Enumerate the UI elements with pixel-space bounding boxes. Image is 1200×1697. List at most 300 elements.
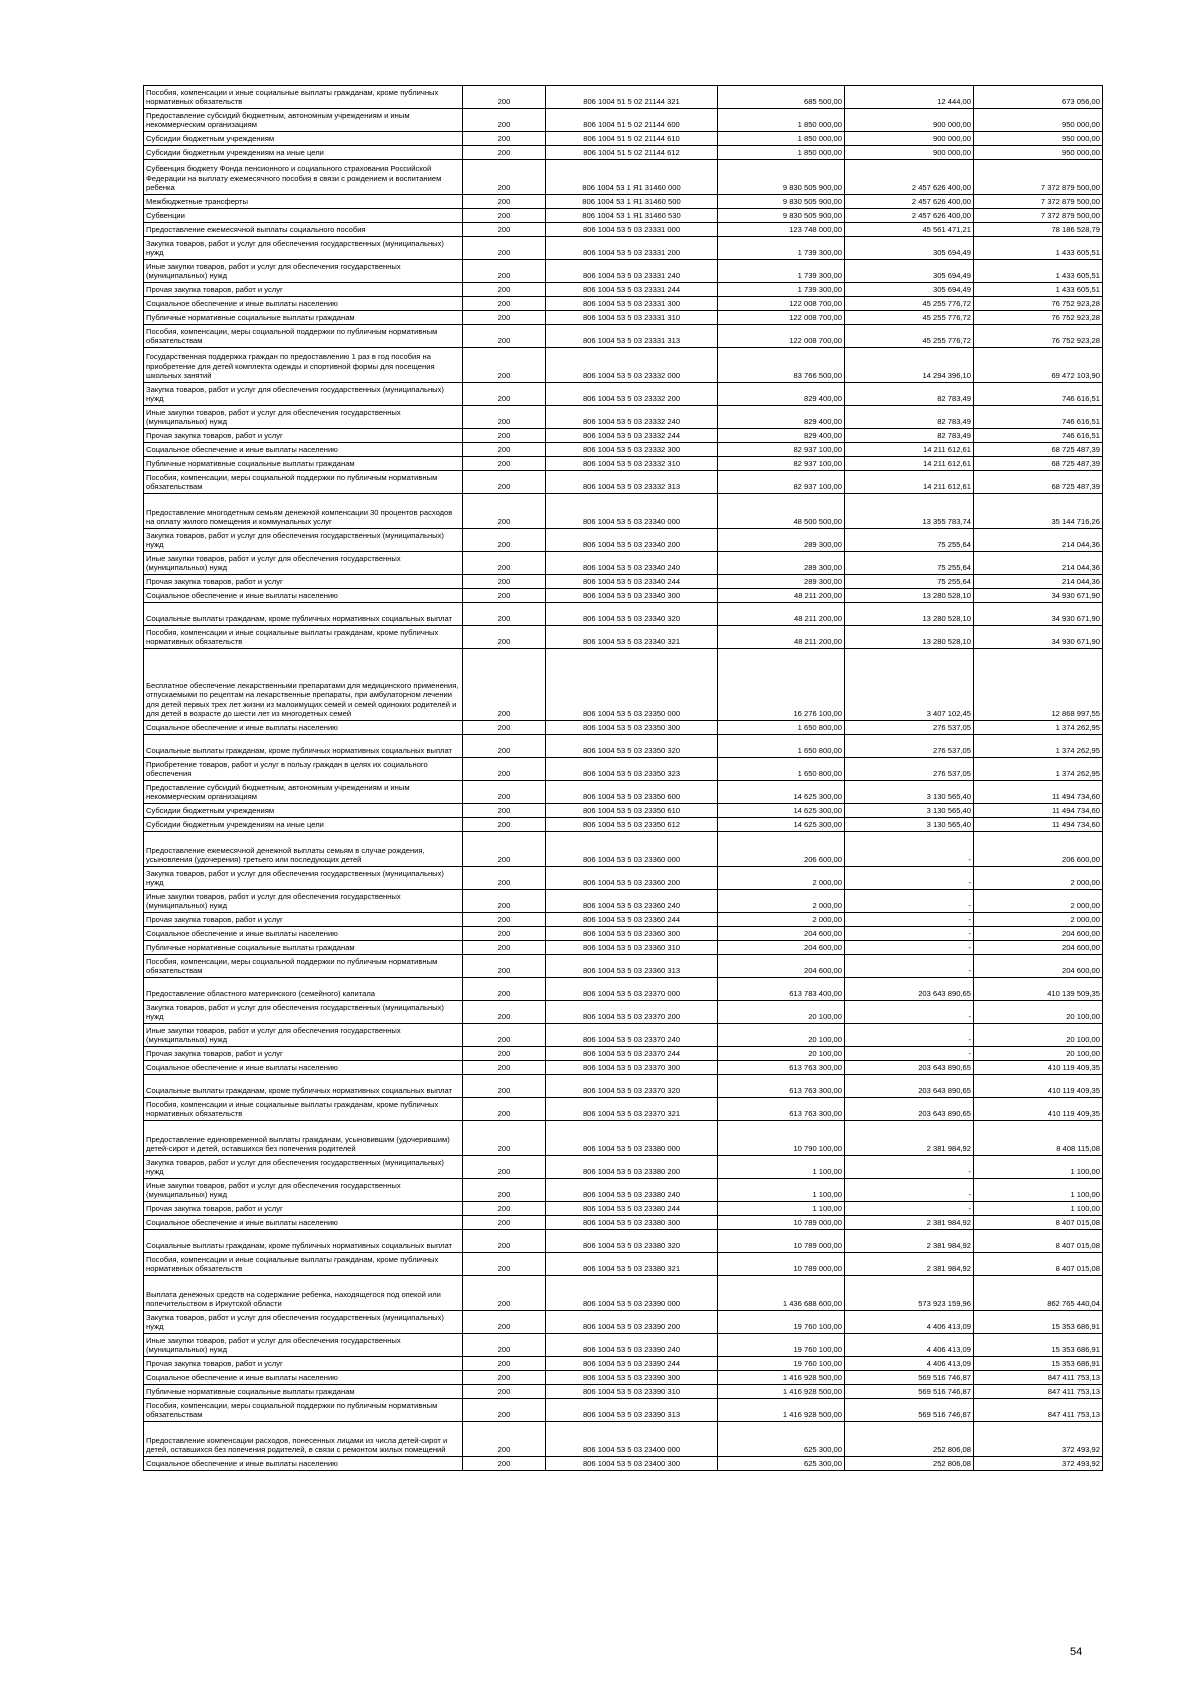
table-row [144, 494, 1103, 529]
row-remaining-amount: 950 000,00 [974, 109, 1103, 132]
row-budget-code: 806 1004 53 5 03 23340 300 [546, 589, 718, 603]
table-row [144, 383, 1103, 406]
row-budget-code: 806 1004 53 1 Я1 31460 530 [546, 209, 718, 223]
row-remaining-amount: 8 407 015,08 [974, 1230, 1103, 1253]
row-executed-amount: 13 280 528,10 [845, 603, 974, 626]
row-approved-amount: 289 300,00 [718, 529, 845, 552]
row-remaining-amount: 8 408 115,08 [974, 1121, 1103, 1156]
row-approved-amount: 613 763 300,00 [718, 1098, 845, 1121]
row-name: Пособия, компенсации, меры социальной поддержки по публичным нормативным обязательствам [144, 1399, 463, 1422]
row-name: Социальные выплаты гражданам, кроме публичных нормативных социальных выплат [144, 1230, 463, 1253]
row-executed-amount: 45 255 776,72 [845, 297, 974, 311]
row-executed-amount: 900 000,00 [845, 146, 974, 160]
row-line-code: 200 [463, 132, 546, 146]
row-approved-amount: 206 600,00 [718, 832, 845, 867]
row-executed-amount: 2 381 984,92 [845, 1121, 974, 1156]
row-budget-code: 806 1004 53 5 03 23370 321 [546, 1098, 718, 1121]
table-row [144, 1061, 1103, 1075]
row-approved-amount: 14 625 300,00 [718, 804, 845, 818]
row-executed-amount: 75 255,64 [845, 529, 974, 552]
row-name: Предоставление областного материнского (семейного) капитала [144, 978, 463, 1001]
table-row [144, 781, 1103, 804]
table-row [144, 1202, 1103, 1216]
row-approved-amount: 613 783 400,00 [718, 978, 845, 1001]
row-line-code: 200 [463, 297, 546, 311]
row-budget-code: 806 1004 53 5 03 23390 240 [546, 1334, 718, 1357]
row-budget-code: 806 1004 53 5 03 23331 313 [546, 325, 718, 348]
table-row [144, 941, 1103, 955]
table-row [144, 1457, 1103, 1471]
row-remaining-amount: 7 372 879 500,00 [974, 209, 1103, 223]
row-approved-amount: 1 739 300,00 [718, 260, 845, 283]
table-body [144, 86, 1103, 1471]
row-line-code: 200 [463, 913, 546, 927]
row-budget-code: 806 1004 53 5 03 23400 000 [546, 1422, 718, 1457]
row-remaining-amount: 34 930 671,90 [974, 589, 1103, 603]
row-remaining-amount: 862 765 440,04 [974, 1276, 1103, 1311]
row-executed-amount: 14 211 612,61 [845, 457, 974, 471]
row-budget-code: 806 1004 53 5 03 23380 300 [546, 1216, 718, 1230]
row-budget-code: 806 1004 53 5 03 23340 244 [546, 575, 718, 589]
row-remaining-amount: 2 000,00 [974, 867, 1103, 890]
row-executed-amount: - [845, 1156, 974, 1179]
row-remaining-amount: 410 119 409,35 [974, 1098, 1103, 1121]
row-line-code: 200 [463, 589, 546, 603]
table-row [144, 237, 1103, 260]
table-row [144, 575, 1103, 589]
row-name: Прочая закупка товаров, работ и услуг [144, 1047, 463, 1061]
row-approved-amount: 10 789 000,00 [718, 1216, 845, 1230]
row-name: Социальное обеспечение и иные выплаты населению [144, 721, 463, 735]
row-line-code: 200 [463, 109, 546, 132]
row-approved-amount: 829 400,00 [718, 406, 845, 429]
row-line-code: 200 [463, 209, 546, 223]
row-line-code: 200 [463, 195, 546, 209]
table-row [144, 1334, 1103, 1357]
row-remaining-amount: 746 616,51 [974, 383, 1103, 406]
row-line-code: 200 [463, 1024, 546, 1047]
table-row [144, 589, 1103, 603]
row-name: Социальное обеспечение и иные выплаты населению [144, 1061, 463, 1075]
table-row [144, 1024, 1103, 1047]
row-line-code: 200 [463, 160, 546, 195]
table-row [144, 1253, 1103, 1276]
row-remaining-amount: 34 930 671,90 [974, 603, 1103, 626]
row-approved-amount: 1 416 928 500,00 [718, 1399, 845, 1422]
row-name: Прочая закупка товаров, работ и услуг [144, 1202, 463, 1216]
row-name: Пособия, компенсации и иные социальные выплаты гражданам, кроме публичных нормативных обязательств [144, 86, 463, 109]
row-remaining-amount: 847 411 753,13 [974, 1399, 1103, 1422]
row-remaining-amount: 68 725 487,39 [974, 443, 1103, 457]
table-row [144, 1230, 1103, 1253]
table-row [144, 1179, 1103, 1202]
row-line-code: 200 [463, 1179, 546, 1202]
row-approved-amount: 9 830 505 900,00 [718, 209, 845, 223]
row-approved-amount: 10 790 100,00 [718, 1121, 845, 1156]
row-name: Субсидии бюджетным учреждениям [144, 804, 463, 818]
row-approved-amount: 10 789 000,00 [718, 1230, 845, 1253]
row-budget-code: 806 1004 53 5 03 23332 200 [546, 383, 718, 406]
row-executed-amount: - [845, 1001, 974, 1024]
row-executed-amount: 900 000,00 [845, 132, 974, 146]
row-executed-amount: 14 211 612,61 [845, 443, 974, 457]
row-name: Субвенции [144, 209, 463, 223]
row-remaining-amount: 12 868 997,55 [974, 649, 1103, 721]
row-budget-code: 806 1004 53 5 03 23331 240 [546, 260, 718, 283]
row-approved-amount: 9 830 505 900,00 [718, 160, 845, 195]
row-approved-amount: 1 850 000,00 [718, 109, 845, 132]
table-row [144, 1357, 1103, 1371]
row-line-code: 200 [463, 804, 546, 818]
row-name: Иные закупки товаров, работ и услуг для обеспечения государственных (муниципальных) нужд [144, 890, 463, 913]
row-budget-code: 806 1004 53 5 03 23360 200 [546, 867, 718, 890]
row-name: Государственная поддержка граждан по предоставлению 1 раз в год пособия на приобретение для детей комплекта одежды и спортивной формы для посещения школьных занятий [144, 348, 463, 383]
row-remaining-amount: 950 000,00 [974, 146, 1103, 160]
budget-execution-table [143, 85, 1103, 1471]
row-executed-amount: 3 130 565,40 [845, 804, 974, 818]
table-row [144, 649, 1103, 721]
row-approved-amount: 83 766 500,00 [718, 348, 845, 383]
row-line-code: 200 [463, 429, 546, 443]
row-approved-amount: 48 211 200,00 [718, 589, 845, 603]
row-budget-code: 806 1004 53 5 03 23370 244 [546, 1047, 718, 1061]
row-name: Пособия, компенсации и иные социальные выплаты гражданам, кроме публичных нормативных обязательств [144, 1098, 463, 1121]
row-name: Социальное обеспечение и иные выплаты населению [144, 1371, 463, 1385]
row-name: Приобретение товаров, работ и услуг в пользу граждан в целях их социального обеспечения [144, 758, 463, 781]
row-line-code: 200 [463, 649, 546, 721]
row-executed-amount: 569 516 746,87 [845, 1399, 974, 1422]
row-line-code: 200 [463, 471, 546, 494]
row-remaining-amount: 372 493,92 [974, 1457, 1103, 1471]
row-executed-amount: 276 537,05 [845, 721, 974, 735]
row-executed-amount: 2 457 626 400,00 [845, 160, 974, 195]
row-budget-code: 806 1004 53 5 03 23390 300 [546, 1371, 718, 1385]
row-budget-code: 806 1004 53 5 03 23360 300 [546, 927, 718, 941]
row-name: Предоставление единовременной выплаты гражданам, усыновившим (удочерившим) детей-сирот и детей, оставшихся без попечения родителей [144, 1121, 463, 1156]
row-executed-amount: 3 130 565,40 [845, 781, 974, 804]
row-approved-amount: 625 300,00 [718, 1422, 845, 1457]
row-remaining-amount: 1 433 605,51 [974, 283, 1103, 297]
row-executed-amount: 4 406 413,09 [845, 1357, 974, 1371]
row-line-code: 200 [463, 1075, 546, 1098]
row-budget-code: 806 1004 53 5 03 23332 313 [546, 471, 718, 494]
row-name: Закупка товаров, работ и услуг для обеспечения государственных (муниципальных) нужд [144, 1311, 463, 1334]
row-name: Социальные выплаты гражданам, кроме публичных нормативных социальных выплат [144, 1075, 463, 1098]
row-executed-amount: 2 381 984,92 [845, 1230, 974, 1253]
row-name: Пособия, компенсации, меры социальной поддержки по публичным нормативным обязательствам [144, 325, 463, 348]
row-remaining-amount: 20 100,00 [974, 1024, 1103, 1047]
row-budget-code: 806 1004 53 5 03 23350 612 [546, 818, 718, 832]
row-name: Предоставление многодетным семьям денежной компенсации 30 процентов расходов на оплату жилого помещения и коммунальных услуг [144, 494, 463, 529]
table-row [144, 1276, 1103, 1311]
row-executed-amount: 305 694,49 [845, 237, 974, 260]
row-budget-code: 806 1004 53 5 03 23340 240 [546, 552, 718, 575]
table-row [144, 260, 1103, 283]
row-executed-amount: 252 806,08 [845, 1457, 974, 1471]
row-approved-amount: 1 416 928 500,00 [718, 1371, 845, 1385]
row-line-code: 200 [463, 781, 546, 804]
row-approved-amount: 1 100,00 [718, 1179, 845, 1202]
row-line-code: 200 [463, 1371, 546, 1385]
row-name: Социальное обеспечение и иные выплаты населению [144, 927, 463, 941]
row-name: Субсидии бюджетным учреждениям [144, 132, 463, 146]
row-name: Закупка товаров, работ и услуг для обеспечения государственных (муниципальных) нужд [144, 383, 463, 406]
row-approved-amount: 14 625 300,00 [718, 781, 845, 804]
row-remaining-amount: 7 372 879 500,00 [974, 160, 1103, 195]
table-row [144, 1216, 1103, 1230]
table-row [144, 818, 1103, 832]
row-name: Социальное обеспечение и иные выплаты населению [144, 1216, 463, 1230]
table-row [144, 1047, 1103, 1061]
row-remaining-amount: 410 139 509,35 [974, 978, 1103, 1001]
row-budget-code: 806 1004 51 5 02 21144 321 [546, 86, 718, 109]
row-remaining-amount: 8 407 015,08 [974, 1253, 1103, 1276]
row-approved-amount: 10 789 000,00 [718, 1253, 845, 1276]
row-remaining-amount: 1 100,00 [974, 1202, 1103, 1216]
row-name: Иные закупки товаров, работ и услуг для обеспечения государственных (муниципальных) нужд [144, 552, 463, 575]
row-budget-code: 806 1004 53 5 03 23370 240 [546, 1024, 718, 1047]
row-remaining-amount: 20 100,00 [974, 1047, 1103, 1061]
row-name: Закупка товаров, работ и услуг для обеспечения государственных (муниципальных) нужд [144, 529, 463, 552]
row-approved-amount: 16 276 100,00 [718, 649, 845, 721]
table-row [144, 1399, 1103, 1422]
table-row [144, 86, 1103, 109]
row-remaining-amount: 206 600,00 [974, 832, 1103, 867]
row-budget-code: 806 1004 51 5 02 21144 600 [546, 109, 718, 132]
table-row [144, 471, 1103, 494]
row-line-code: 200 [463, 325, 546, 348]
row-budget-code: 806 1004 53 5 03 23370 320 [546, 1075, 718, 1098]
row-executed-amount: - [845, 1179, 974, 1202]
row-budget-code: 806 1004 53 5 03 23331 244 [546, 283, 718, 297]
table-row [144, 1121, 1103, 1156]
row-name: Социальные выплаты гражданам, кроме публичных нормативных социальных выплат [144, 735, 463, 758]
row-budget-code: 806 1004 53 5 03 23332 300 [546, 443, 718, 457]
row-executed-amount: 45 561 471,21 [845, 223, 974, 237]
row-budget-code: 806 1004 53 5 03 23350 300 [546, 721, 718, 735]
row-approved-amount: 20 100,00 [718, 1001, 845, 1024]
row-line-code: 200 [463, 955, 546, 978]
row-budget-code: 806 1004 53 5 03 23350 000 [546, 649, 718, 721]
row-line-code: 200 [463, 1253, 546, 1276]
row-executed-amount: 2 381 984,92 [845, 1253, 974, 1276]
table-row [144, 1422, 1103, 1457]
row-approved-amount: 122 008 700,00 [718, 297, 845, 311]
row-budget-code: 806 1004 53 5 03 23390 244 [546, 1357, 718, 1371]
row-approved-amount: 122 008 700,00 [718, 325, 845, 348]
row-executed-amount: - [845, 1202, 974, 1216]
row-line-code: 200 [463, 1001, 546, 1024]
row-line-code: 200 [463, 603, 546, 626]
row-approved-amount: 19 760 100,00 [718, 1311, 845, 1334]
row-approved-amount: 613 763 300,00 [718, 1061, 845, 1075]
page-number: 54 [1070, 1646, 1083, 1658]
row-line-code: 200 [463, 1385, 546, 1399]
row-line-code: 200 [463, 1399, 546, 1422]
row-name: Предоставление компенсации расходов, понесенных лицами из числа детей-сирот и детей, оставшихся без попечения родителей, в связи с ремонтом жилых помещений [144, 1422, 463, 1457]
row-remaining-amount: 2 000,00 [974, 890, 1103, 913]
row-line-code: 200 [463, 575, 546, 589]
row-name: Прочая закупка товаров, работ и услуг [144, 1357, 463, 1371]
row-executed-amount: - [845, 913, 974, 927]
table-row [144, 832, 1103, 867]
row-budget-code: 806 1004 53 5 03 23332 240 [546, 406, 718, 429]
row-executed-amount: 569 516 746,87 [845, 1371, 974, 1385]
row-line-code: 200 [463, 260, 546, 283]
table-row [144, 1098, 1103, 1121]
row-executed-amount: 2 457 626 400,00 [845, 209, 974, 223]
row-line-code: 200 [463, 406, 546, 429]
row-line-code: 200 [463, 443, 546, 457]
table-row [144, 223, 1103, 237]
table-row [144, 978, 1103, 1001]
row-remaining-amount: 78 186 528,79 [974, 223, 1103, 237]
row-remaining-amount: 372 493,92 [974, 1422, 1103, 1457]
row-executed-amount: 203 643 890,65 [845, 1075, 974, 1098]
row-remaining-amount: 1 100,00 [974, 1156, 1103, 1179]
row-name: Бесплатное обеспечение лекарственными препаратами для медицинского применения, отпускаемыми по рецептам на лекарственные препараты, при амбулаторном лечении для детей первых трех лет жизни из малоимущих семей и семей одиноких родителей и для детей в возрасте до шести лет из многодетных семей [144, 649, 463, 721]
row-line-code: 200 [463, 1357, 546, 1371]
table-row [144, 1075, 1103, 1098]
row-name: Иные закупки товаров, работ и услуг для обеспечения государственных (муниципальных) нужд [144, 260, 463, 283]
row-name: Прочая закупка товаров, работ и услуг [144, 283, 463, 297]
row-budget-code: 806 1004 53 5 03 23360 313 [546, 955, 718, 978]
table-row [144, 955, 1103, 978]
row-name: Субсидии бюджетным учреждениям на иные цели [144, 818, 463, 832]
row-approved-amount: 613 763 300,00 [718, 1075, 845, 1098]
row-approved-amount: 48 211 200,00 [718, 603, 845, 626]
row-remaining-amount: 204 600,00 [974, 927, 1103, 941]
row-name: Прочая закупка товаров, работ и услуг [144, 575, 463, 589]
row-budget-code: 806 1004 53 5 03 23380 200 [546, 1156, 718, 1179]
row-approved-amount: 19 760 100,00 [718, 1334, 845, 1357]
row-approved-amount: 2 000,00 [718, 867, 845, 890]
row-approved-amount: 204 600,00 [718, 927, 845, 941]
row-budget-code: 806 1004 53 5 03 23332 244 [546, 429, 718, 443]
table-row [144, 913, 1103, 927]
row-line-code: 200 [463, 1098, 546, 1121]
row-name: Субвенция бюджету Фонда пенсионного и социального страхования Российской Федерации на выплату ежемесячного пособия в связи с рождением и воспитанием ребенка [144, 160, 463, 195]
row-executed-amount: 276 537,05 [845, 735, 974, 758]
table-row [144, 552, 1103, 575]
row-name: Публичные нормативные социальные выплаты гражданам [144, 311, 463, 325]
row-line-code: 200 [463, 941, 546, 955]
row-executed-amount: - [845, 832, 974, 867]
row-approved-amount: 625 300,00 [718, 1457, 845, 1471]
row-approved-amount: 1 650 800,00 [718, 735, 845, 758]
row-executed-amount: 82 783,49 [845, 383, 974, 406]
row-approved-amount: 82 937 100,00 [718, 471, 845, 494]
row-budget-code: 806 1004 53 5 03 23350 610 [546, 804, 718, 818]
table-row [144, 1311, 1103, 1334]
row-approved-amount: 829 400,00 [718, 383, 845, 406]
row-line-code: 200 [463, 1061, 546, 1075]
row-approved-amount: 289 300,00 [718, 552, 845, 575]
row-executed-amount: 305 694,49 [845, 283, 974, 297]
table-row [144, 325, 1103, 348]
row-line-code: 200 [463, 237, 546, 260]
row-executed-amount: - [845, 955, 974, 978]
row-approved-amount: 204 600,00 [718, 941, 845, 955]
row-remaining-amount: 214 044,36 [974, 529, 1103, 552]
table-row [144, 311, 1103, 325]
row-budget-code: 806 1004 53 5 03 23340 320 [546, 603, 718, 626]
row-approved-amount: 1 100,00 [718, 1202, 845, 1216]
row-line-code: 200 [463, 1202, 546, 1216]
row-line-code: 200 [463, 735, 546, 758]
row-approved-amount: 1 100,00 [718, 1156, 845, 1179]
row-executed-amount: 900 000,00 [845, 109, 974, 132]
table-row [144, 758, 1103, 781]
row-approved-amount: 123 748 000,00 [718, 223, 845, 237]
row-name: Субсидии бюджетным учреждениям на иные цели [144, 146, 463, 160]
row-budget-code: 806 1004 53 5 03 23390 310 [546, 1385, 718, 1399]
row-approved-amount: 19 760 100,00 [718, 1357, 845, 1371]
row-line-code: 200 [463, 529, 546, 552]
row-budget-code: 806 1004 53 5 03 23331 300 [546, 297, 718, 311]
table-row [144, 721, 1103, 735]
row-approved-amount: 1 650 800,00 [718, 758, 845, 781]
row-line-code: 200 [463, 146, 546, 160]
row-remaining-amount: 673 056,00 [974, 86, 1103, 109]
row-line-code: 200 [463, 927, 546, 941]
table-row [144, 283, 1103, 297]
row-executed-amount: 12 444,00 [845, 86, 974, 109]
table-row [144, 1156, 1103, 1179]
row-executed-amount: - [845, 890, 974, 913]
row-name: Социальное обеспечение и иные выплаты населению [144, 1457, 463, 1471]
row-line-code: 200 [463, 1457, 546, 1471]
row-budget-code: 806 1004 51 5 02 21144 610 [546, 132, 718, 146]
row-approved-amount: 1 850 000,00 [718, 146, 845, 160]
row-remaining-amount: 11 494 734,60 [974, 804, 1103, 818]
row-approved-amount: 1 416 928 500,00 [718, 1385, 845, 1399]
row-executed-amount: 13 280 528,10 [845, 589, 974, 603]
row-budget-code: 806 1004 53 5 03 23340 000 [546, 494, 718, 529]
row-name: Межбюджетные трансферты [144, 195, 463, 209]
row-budget-code: 806 1004 53 5 03 23332 310 [546, 457, 718, 471]
table-row [144, 1001, 1103, 1024]
row-executed-amount: 203 643 890,65 [845, 978, 974, 1001]
row-line-code: 200 [463, 348, 546, 383]
row-budget-code: 806 1004 53 5 03 23370 300 [546, 1061, 718, 1075]
row-approved-amount: 289 300,00 [718, 575, 845, 589]
row-budget-code: 806 1004 53 5 03 23350 323 [546, 758, 718, 781]
row-executed-amount: - [845, 1047, 974, 1061]
row-name: Социальное обеспечение и иные выплаты населению [144, 297, 463, 311]
row-remaining-amount: 15 353 686,91 [974, 1357, 1103, 1371]
row-name: Прочая закупка товаров, работ и услуг [144, 913, 463, 927]
row-line-code: 200 [463, 494, 546, 529]
row-name: Иные закупки товаров, работ и услуг для обеспечения государственных (муниципальных) нужд [144, 406, 463, 429]
row-executed-amount: 305 694,49 [845, 260, 974, 283]
row-budget-code: 806 1004 53 5 03 23331 200 [546, 237, 718, 260]
row-remaining-amount: 68 725 487,39 [974, 471, 1103, 494]
row-approved-amount: 829 400,00 [718, 429, 845, 443]
row-executed-amount: 569 516 746,87 [845, 1385, 974, 1399]
table-row [144, 804, 1103, 818]
table-row [144, 109, 1103, 132]
row-name: Публичные нормативные социальные выплаты гражданам [144, 941, 463, 955]
row-remaining-amount: 1 374 262,95 [974, 758, 1103, 781]
row-executed-amount: 4 406 413,09 [845, 1311, 974, 1334]
row-executed-amount: - [845, 867, 974, 890]
row-remaining-amount: 1 374 262,95 [974, 721, 1103, 735]
row-budget-code: 806 1004 53 5 03 23360 000 [546, 832, 718, 867]
row-budget-code: 806 1004 53 5 03 23360 310 [546, 941, 718, 955]
row-executed-amount: 2 457 626 400,00 [845, 195, 974, 209]
row-executed-amount: 3 407 102,45 [845, 649, 974, 721]
